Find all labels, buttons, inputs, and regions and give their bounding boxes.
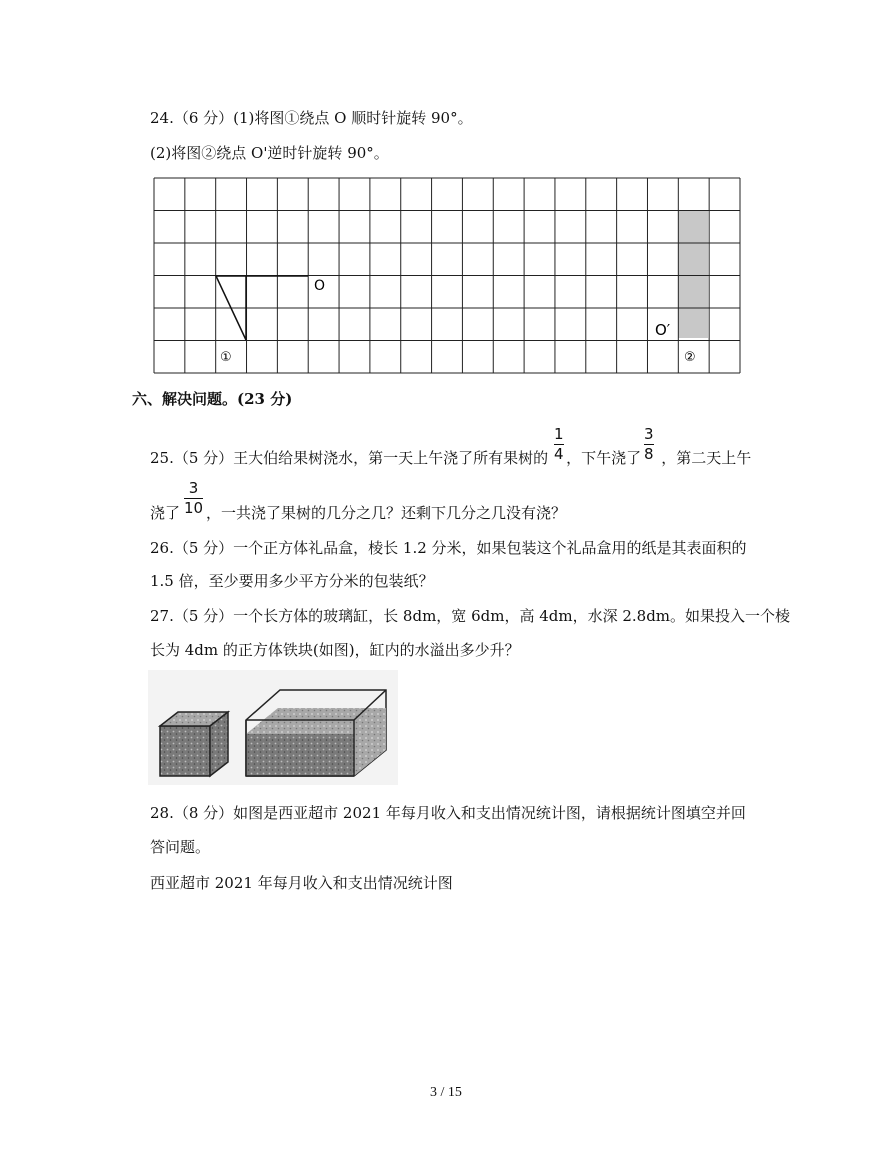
q28-chart-title: 西亚超市 2021 年每月收入和支出情况统计图	[150, 874, 453, 892]
q25-part1: 25.（5 分）王大伯给果树浇水，第一天上午浇了所有果树的	[150, 449, 549, 467]
fraction-numerator: 3	[644, 425, 654, 443]
q28-line1: 28.（8 分）如图是西亚超市 2021 年每月收入和支出情况统计图，请根据统计图填空并回	[150, 804, 746, 822]
q25-part3: ，第二天上午	[661, 449, 752, 467]
q24-line2: (2)将图②绕点 O'逆时针旋转 90°。	[150, 144, 389, 162]
q25-part4: 浇了	[150, 504, 181, 522]
section6-title: 六、解决问题。(23 分)	[132, 390, 293, 408]
q27-line2: 长为 4dm 的正方体铁块(如图)，缸内的水溢出多少升？	[150, 641, 520, 659]
fraction-numerator: 3	[188, 479, 199, 497]
fraction-denominator: 4	[554, 445, 564, 463]
q25-fraction-3-8	[644, 426, 654, 463]
q25-part5: ，一共浇了果树的几分之几？还剩下几分之几没有浇？	[206, 504, 567, 522]
q28-line2: 答问题。	[150, 838, 211, 856]
iron-cube	[160, 712, 228, 776]
point-o-prime-label: O′	[655, 321, 671, 339]
q26-line2: 1.5 倍，至少要用多少平方分米的包装纸？	[150, 572, 434, 590]
figure2-label: ②	[684, 350, 696, 365]
q25-fraction-3-10	[184, 480, 203, 517]
q25-line2	[150, 499, 567, 523]
q25-part2: ，下午浇了	[566, 449, 642, 467]
q25-line1	[150, 447, 751, 468]
rotation-grid	[0, 0, 892, 400]
q26-line1: 26.（5 分）一个正方体礼品盒，棱长 1.2 分米，如果包装这个礼品盒用的纸是其表面积的	[150, 539, 747, 557]
point-o-label: O	[314, 278, 326, 294]
cube-and-tank-illustration	[148, 670, 398, 785]
fraction-denominator: 8	[644, 445, 654, 463]
page-number: 3 / 15	[430, 1085, 462, 1100]
q24-line1: 24.（6 分）(1)将图①绕点 O 顺时针旋转 90°。	[150, 109, 473, 127]
figure2-shaded-cells	[678, 210, 708, 338]
q25-fraction-1-4	[554, 426, 564, 463]
figure1-label: ①	[220, 350, 232, 365]
q27-line1: 27.（5 分）一个长方体的玻璃缸，长 8dm，宽 6dm，高 4dm，水深 2.8dm。如果投入一个棱	[150, 607, 791, 625]
fraction-denominator: 10	[184, 499, 204, 517]
fraction-numerator: 1	[554, 425, 564, 443]
